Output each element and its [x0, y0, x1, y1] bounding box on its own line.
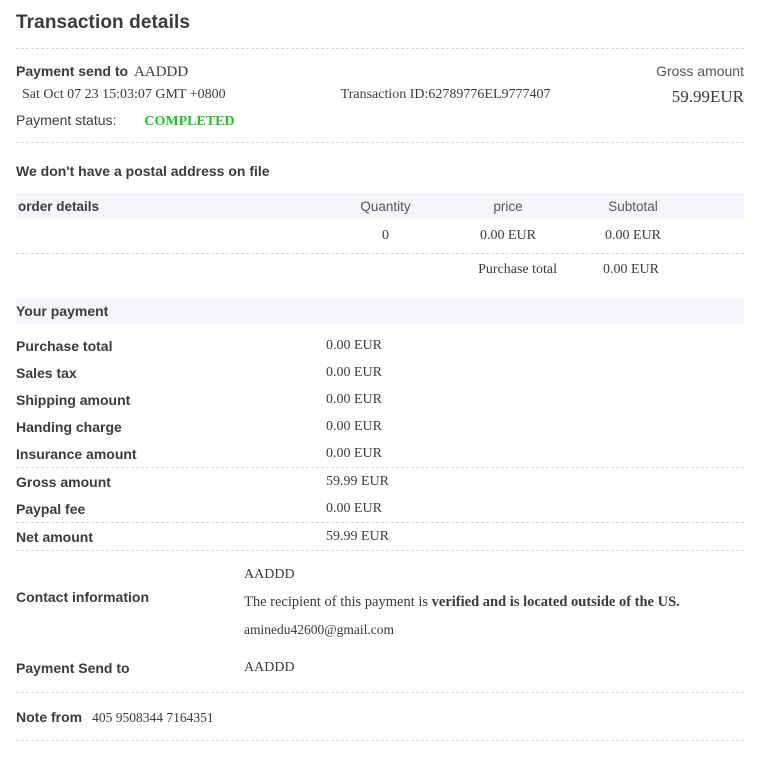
list-item — [16, 359, 744, 386]
column-quantity: Quantity — [360, 198, 411, 214]
gross-amount-label: Gross amount — [656, 63, 744, 79]
list-item — [16, 495, 744, 523]
your-payment-rows — [16, 332, 744, 551]
payment-row-value: 0.00 EUR — [326, 500, 382, 516]
verified-strong: verified and is located outside of the US. — [431, 594, 680, 610]
gross-amount-value: 59.99EUR — [671, 87, 744, 106]
date-and-transaction-row — [16, 87, 744, 103]
payment-row-label: Shipping amount — [16, 391, 131, 408]
contact-information-label: Contact information — [16, 589, 149, 605]
list-item — [16, 468, 744, 495]
payment-row-value: 0.00 EUR — [326, 337, 382, 353]
payment-send-to-row — [16, 638, 744, 693]
payment-send-to-value: AADDD — [244, 660, 295, 675]
contact-name: AADDD — [244, 567, 295, 582]
payment-row-label: Paypal fee — [16, 500, 86, 517]
contact-information — [16, 551, 744, 638]
row-subtotal: 0.00 EUR — [605, 228, 661, 243]
payment-status-label: Payment status: — [16, 112, 117, 128]
send-to-label: Payment send to — [16, 63, 129, 79]
payment-status-row — [16, 112, 744, 130]
transaction-id-label: Transaction ID: — [340, 87, 429, 102]
list-item — [16, 440, 744, 468]
payment-row-value: 0.00 EUR — [326, 391, 382, 407]
column-price: price — [493, 198, 523, 214]
postal-address-notice: We don't have a postal address on file — [16, 163, 270, 179]
page-title: Transaction details — [16, 12, 191, 33]
row-quantity: 0 — [382, 228, 389, 243]
list-item — [16, 332, 744, 359]
contact-verified-text — [244, 594, 744, 611]
gross-amount-block — [656, 63, 744, 107]
payment-row-value: 0.00 EUR — [326, 418, 382, 434]
payment-row-label: Purchase total — [16, 337, 113, 354]
order-details-header — [16, 193, 744, 219]
transaction-id-value: 62789776EL9777407 — [428, 87, 551, 102]
verified-prefix: The recipient of this payment is — [244, 594, 432, 610]
order-purchase-total-row — [16, 254, 744, 286]
status-badge: COMPLETED — [144, 114, 235, 129]
payment-row-label: Net amount — [16, 528, 93, 545]
note-label: Note from — [16, 709, 83, 725]
note-value: 405 9508344 7164351 — [92, 710, 214, 725]
list-item — [16, 413, 744, 440]
column-subtotal: Subtotal — [608, 198, 658, 214]
list-item — [16, 386, 744, 413]
payment-summary — [16, 49, 744, 143]
payment-row-value: 0.00 EUR — [326, 445, 382, 461]
order-purchase-total-label: Purchase total — [478, 262, 557, 277]
transaction-date: Sat Oct 07 23 15:03:07 GMT +0800 — [22, 87, 226, 102]
payment-row-label: Sales tax — [16, 364, 77, 381]
payment-row-label: Handing charge — [16, 418, 122, 435]
send-to-row — [16, 63, 744, 81]
contact-email: aminedu42600@gmail.com — [244, 622, 395, 637]
payment-row-value: 59.99 EUR — [326, 528, 389, 544]
payment-row-value: 0.00 EUR — [326, 364, 382, 380]
payment-send-to-label: Payment Send to — [16, 660, 130, 676]
contact-information-body — [244, 567, 744, 638]
payment-row-label: Insurance amount — [16, 445, 137, 462]
list-item — [16, 523, 744, 551]
your-payment-header — [16, 298, 744, 324]
your-payment-title: Your payment — [16, 303, 109, 319]
order-purchase-total-value: 0.00 EUR — [603, 262, 659, 277]
column-order-details: order details — [18, 198, 100, 214]
page-header — [16, 0, 744, 49]
payment-row-value: 59.99 EUR — [326, 473, 389, 489]
table-row — [16, 219, 744, 254]
send-to-value: AADDD — [134, 64, 189, 80]
row-price: 0.00 EUR — [480, 228, 536, 243]
note-row — [16, 693, 744, 741]
payment-row-label: Gross amount — [16, 473, 111, 490]
